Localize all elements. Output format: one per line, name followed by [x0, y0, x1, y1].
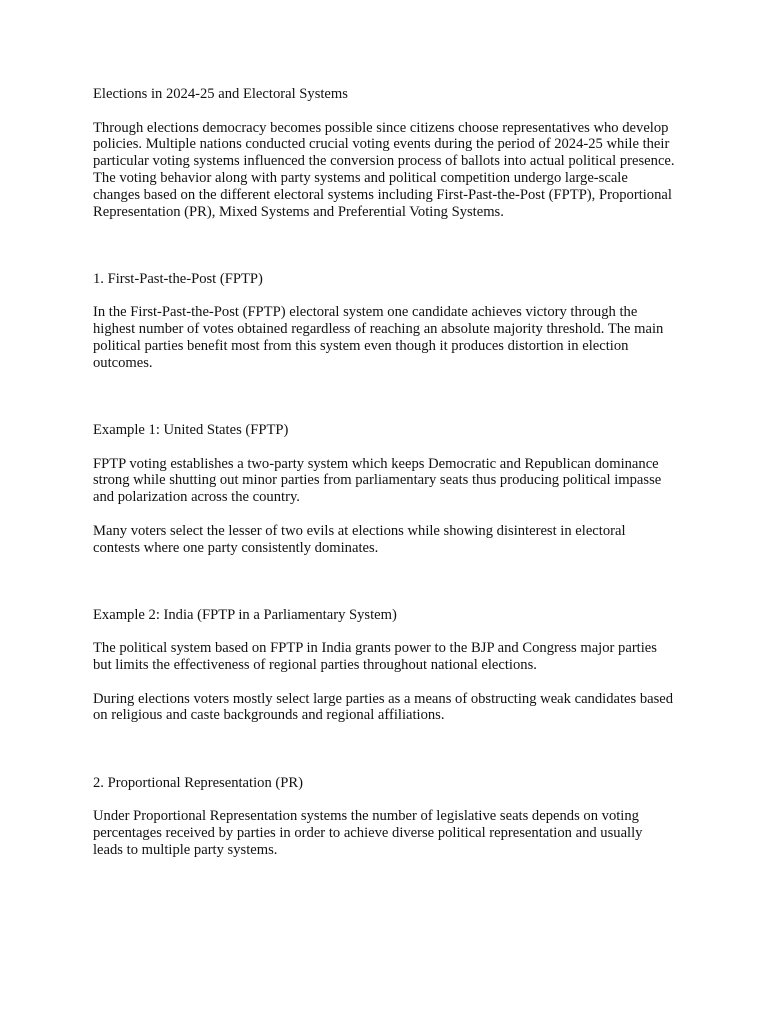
section1-paragraph: In the First-Past-the-Post (FPTP) electoral system one candidate achieves victory through the highest number of votes obtained regardless of reaching an absolute majority threshold. The main political parties benefit most from this system even though it produces distortion in election outcomes.	[93, 304, 664, 371]
example1-paragraph-1: FPTP voting establishes a two-party system which keeps Democratic and Republican dominance strong while shutting out minor parties from parliamentary seats thus producing political impasse and polarization across the country.	[93, 455, 662, 506]
intro-paragraph: Through elections democracy becomes possible since citizens choose representatives who develop policies. Multiple nations conducted crucial voting events during the period of 2024-25 while their particular voting systems influenced the conversion process of ballots into actual political presence. The voting behavior along with party systems and political competition undergo large-scale changes based on the different electoral systems including First-Past-the-Post (FPTP), Proportional Representation (PR), Mixed Systems and Preferential Voting Systems.	[93, 119, 675, 220]
document-title: Elections in 2024-25 and Electoral Systems	[93, 86, 348, 102]
example2-paragraph-2: During elections voters mostly select large parties as a means of obstructing weak candidates based on religious and caste backgrounds and regional affiliations.	[93, 690, 674, 724]
example1-heading: Example 1: United States (FPTP)	[93, 421, 289, 438]
document-page	[93, 86, 675, 859]
section1-heading: 1. First-Past-the-Post (FPTP)	[93, 270, 263, 287]
example1-paragraph-2: Many voters select the lesser of two evils at elections while showing disinterest in electoral contests where one party consistently dominates.	[93, 522, 626, 556]
section2-heading: 2. Proportional Representation (PR)	[93, 774, 303, 791]
example2-paragraph-1: The political system based on FPTP in India grants power to the BJP and Congress major parties but limits the effectiveness of regional parties throughout national elections.	[93, 640, 657, 674]
section2-paragraph: Under Proportional Representation systems the number of legislative seats depends on voting percentages received by parties in order to achieve diverse political representation and usually leads to multiple party systems.	[93, 808, 643, 858]
example2-heading: Example 2: India (FPTP in a Parliamentary System)	[93, 606, 397, 623]
